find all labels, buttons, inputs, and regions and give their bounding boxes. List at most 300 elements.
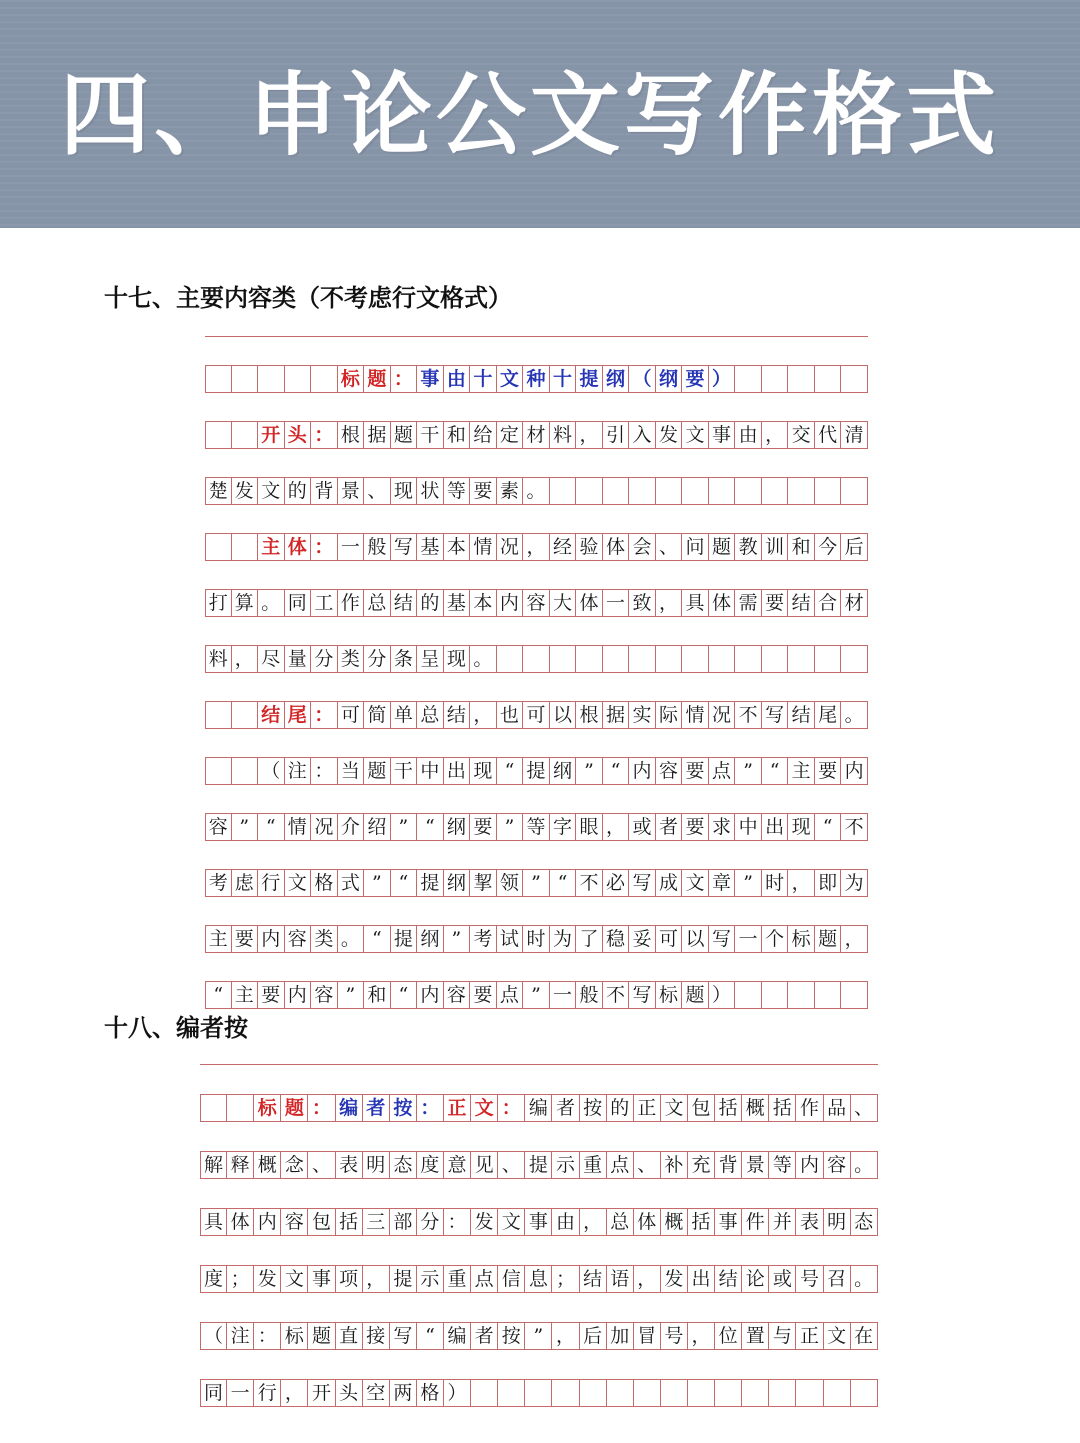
grid-cell: 提	[525, 1152, 552, 1178]
grid-spacer	[205, 504, 868, 533]
grid-cell: 一	[338, 534, 365, 560]
grid-cell: 念	[281, 1152, 308, 1178]
grid-cell: ，	[603, 814, 630, 840]
grid-cell: 分	[364, 646, 391, 672]
grid-cell	[735, 366, 762, 392]
grid-cell: “	[497, 758, 524, 784]
grid-cell: 般	[364, 534, 391, 560]
grid-cell: 标	[281, 1323, 308, 1349]
grid-cell: 总	[607, 1209, 634, 1235]
grid-cell: 景	[742, 1152, 769, 1178]
grid-cell: ”	[232, 814, 259, 840]
grid-cell	[762, 982, 789, 1008]
grid-cell: 位	[715, 1323, 742, 1349]
grid-cell	[788, 646, 815, 672]
grid-cell: ，	[634, 1266, 661, 1292]
grid-cell: ：	[308, 1095, 335, 1121]
grid-cell	[629, 478, 656, 504]
grid-cell	[682, 646, 709, 672]
grid-cell	[762, 366, 789, 392]
grid-cell: 作	[796, 1095, 823, 1121]
grid-cell: 内	[285, 982, 312, 1008]
grid-bottom-border	[205, 1008, 868, 1009]
grid-cell: 本	[444, 534, 471, 560]
grid-cell	[735, 646, 762, 672]
grid-cell	[200, 1095, 227, 1121]
grid-row	[205, 813, 868, 840]
grid-cell	[285, 366, 312, 392]
grid-cell	[523, 646, 550, 672]
grid-cell: 容	[311, 982, 338, 1008]
grid-spacer	[200, 1121, 878, 1151]
grid-cell: 即	[815, 870, 842, 896]
grid-cell: 定	[497, 422, 524, 448]
grid-cell: 事	[417, 366, 444, 392]
grid-cell: 式	[338, 870, 365, 896]
grid-cell: 度	[417, 1152, 444, 1178]
grid-cell: ：	[311, 758, 338, 784]
grid-cell: 发	[471, 1209, 498, 1235]
grid-cell: （	[258, 758, 285, 784]
grid-cell: 同	[285, 590, 312, 616]
grid-cell: 后	[580, 1323, 607, 1349]
grid-cell: 文	[682, 422, 709, 448]
grid-cell: 件	[742, 1209, 769, 1235]
grid-cell	[550, 646, 577, 672]
grid-cell: 。	[338, 926, 365, 952]
grid-cell: 空	[363, 1380, 390, 1406]
grid-cell: 中	[417, 758, 444, 784]
grid-cell: ，	[363, 1266, 390, 1292]
grid-cell: 类	[311, 926, 338, 952]
grid-cell: 也	[497, 702, 524, 728]
grid-cell: 加	[607, 1323, 634, 1349]
grid-cell: “	[417, 1323, 444, 1349]
grid-cell: 体	[709, 590, 736, 616]
grid-cell: 中	[735, 814, 762, 840]
grid-cell: 成	[656, 870, 683, 896]
grid-cell: 要	[470, 982, 497, 1008]
grid-spacer	[205, 728, 868, 757]
grid-cell: 语	[607, 1266, 634, 1292]
grid-cell: 提	[391, 926, 418, 952]
grid-cell: 和	[444, 422, 471, 448]
grid-cell: 纲	[444, 870, 471, 896]
grid-cell: 态	[390, 1152, 417, 1178]
grid-cell: 、	[364, 478, 391, 504]
grid-cell: 一	[227, 1380, 254, 1406]
grid-cell: 体	[285, 534, 312, 560]
grid-cell: 容	[281, 1209, 308, 1235]
grid-cell: 代	[815, 422, 842, 448]
grid-cell: 工	[311, 590, 338, 616]
grid-cell: 主	[788, 758, 815, 784]
grid-cell: 行	[254, 1380, 281, 1406]
grid-cell: 信	[498, 1266, 525, 1292]
grid-cell: 容	[656, 758, 683, 784]
grid-cell: ；	[227, 1266, 254, 1292]
grid-cell: 经	[550, 534, 577, 560]
grid-cell: 文	[497, 366, 524, 392]
grid-row	[205, 421, 868, 448]
grid-cell: 内	[629, 758, 656, 784]
grid-cell: 的	[607, 1095, 634, 1121]
grid-cell: 要	[682, 366, 709, 392]
grid-cell: 验	[576, 534, 603, 560]
grid-cell	[769, 1380, 796, 1406]
grid-cell	[709, 478, 736, 504]
grid-cell: 提	[523, 758, 550, 784]
grid-cell: 概	[661, 1209, 688, 1235]
grid-cell: 明	[824, 1209, 851, 1235]
grid-cell: 要	[682, 814, 709, 840]
grid-cell: 度	[200, 1266, 227, 1292]
grid-cell: 与	[769, 1323, 796, 1349]
grid-cell: 当	[338, 758, 365, 784]
grid-cell	[688, 1380, 715, 1406]
grid-cell	[762, 646, 789, 672]
grid-cell	[796, 1380, 823, 1406]
grid-cell: 点	[471, 1266, 498, 1292]
grid-cell: 标	[254, 1095, 281, 1121]
grid-spacer	[200, 1349, 878, 1379]
grid-row	[205, 981, 868, 1008]
grid-cell: 的	[417, 590, 444, 616]
grid-cell: 部	[390, 1209, 417, 1235]
grid-spacer	[205, 336, 868, 365]
grid-cell: 总	[364, 590, 391, 616]
grid-cell: 写	[762, 702, 789, 728]
grid-cell	[258, 366, 285, 392]
grid-cell: 根	[576, 702, 603, 728]
grid-cell	[762, 478, 789, 504]
grid-cell: 编	[336, 1095, 363, 1121]
grid-cell: 、	[634, 1152, 661, 1178]
grid-cell: 现	[788, 814, 815, 840]
grid-cell: 文	[661, 1095, 688, 1121]
grid-cell: 开	[308, 1380, 335, 1406]
grid-cell: ，	[656, 590, 683, 616]
grid-cell: 内	[254, 1209, 281, 1235]
grid-cell: 由	[735, 422, 762, 448]
grid-spacer	[205, 840, 868, 869]
grid-cell: ，	[523, 534, 550, 560]
grid-cell: 事	[709, 422, 736, 448]
grid-cell: 写	[391, 534, 418, 560]
grid-cell: “	[603, 758, 630, 784]
grid-cell: 以	[682, 926, 709, 952]
grid-cell: 按	[498, 1323, 525, 1349]
grid-cell: “	[550, 870, 577, 896]
grid-cell: ，	[232, 646, 259, 672]
grid-cell	[205, 366, 232, 392]
grid-cell: 内	[841, 758, 868, 784]
grid-cell: “	[762, 758, 789, 784]
grid-cell: 题	[815, 926, 842, 952]
grid-cell: 释	[227, 1152, 254, 1178]
grid-cell: 现	[444, 646, 471, 672]
grid-cell	[656, 646, 683, 672]
grid-cell: 材	[841, 590, 868, 616]
grid-cell: “	[815, 814, 842, 840]
grid-cell: 事	[715, 1209, 742, 1235]
grid-cell	[742, 1380, 769, 1406]
grid-cell: 发	[232, 478, 259, 504]
grid-cell: 的	[285, 478, 312, 504]
grid-cell: 开	[258, 422, 285, 448]
grid-cell: 纲	[603, 366, 630, 392]
grid-cell: 作	[338, 590, 365, 616]
grid-cell: “	[391, 982, 418, 1008]
grid-cell	[841, 982, 868, 1008]
grid-cell: 种	[523, 366, 550, 392]
grid-cell: 示	[552, 1152, 579, 1178]
grid-cell: 内	[417, 982, 444, 1008]
grid-cell: 清	[841, 422, 868, 448]
grid-cell: 量	[285, 646, 312, 672]
grid-cell: 入	[629, 422, 656, 448]
grid-cell: 体	[576, 590, 603, 616]
grid-cell: 基	[417, 534, 444, 560]
grid-cell: 十	[550, 366, 577, 392]
grid-cell	[788, 366, 815, 392]
grid-cell: 主	[205, 926, 232, 952]
grid-cell: 编	[525, 1095, 552, 1121]
grid-cell: 章	[709, 870, 736, 896]
grid-cell: 尾	[815, 702, 842, 728]
grid-cell: 根	[338, 422, 365, 448]
grid-cell: 出	[762, 814, 789, 840]
grid-cell	[682, 478, 709, 504]
grid-cell: 文	[258, 478, 285, 504]
grid-row	[205, 701, 868, 728]
grid-cell: 注	[227, 1323, 254, 1349]
grid-cell	[525, 1380, 552, 1406]
grid-cell: 绍	[364, 814, 391, 840]
grid-cell: 出	[444, 758, 471, 784]
grid-cell: “	[205, 982, 232, 1008]
grid-cell: 呈	[417, 646, 444, 672]
grid-cell: 要	[258, 982, 285, 1008]
grid-cell: ，	[688, 1323, 715, 1349]
grid-cell: 出	[688, 1266, 715, 1292]
grid-cell: 正	[634, 1095, 661, 1121]
grid-cell: 同	[200, 1380, 227, 1406]
grid-cell: 者	[471, 1323, 498, 1349]
grid-cell: ”	[444, 926, 471, 952]
grid-cell: ；	[552, 1266, 579, 1292]
grid-cell: 体	[634, 1209, 661, 1235]
grid-row	[205, 757, 868, 784]
grid-cell: 体	[603, 534, 630, 560]
grid-cell: 写	[709, 926, 736, 952]
grid-cell: 眼	[576, 814, 603, 840]
grid-cell	[603, 478, 630, 504]
grid-cell: 字	[550, 814, 577, 840]
grid-cell: 分	[417, 1209, 444, 1235]
grid-cell: 料	[550, 422, 577, 448]
grid-cell: 写	[629, 982, 656, 1008]
grid-cell: 重	[444, 1266, 471, 1292]
grid-cell: ，	[788, 870, 815, 896]
grid-spacer	[200, 1178, 878, 1208]
grid-spacer	[200, 1235, 878, 1265]
grid-cell: 由	[444, 366, 471, 392]
grid-cell: 见	[471, 1152, 498, 1178]
grid-cell: 一	[603, 590, 630, 616]
grid-cell: 纲	[550, 758, 577, 784]
grid-cell: 需	[735, 590, 762, 616]
grid-row	[205, 925, 868, 952]
grid-cell: 本	[470, 590, 497, 616]
grid-cell: 题	[364, 366, 391, 392]
grid-cell: 算	[232, 590, 259, 616]
grid-cell: 文	[471, 1095, 498, 1121]
grid-cell: 包	[688, 1095, 715, 1121]
grid-cell: ”	[735, 758, 762, 784]
grid-cell: ，	[576, 422, 603, 448]
grid-cell: “	[391, 870, 418, 896]
grid-cell: 。	[851, 1152, 878, 1178]
grid-cell: 结	[715, 1266, 742, 1292]
grid-cell: 等	[523, 814, 550, 840]
grid-cell	[607, 1380, 634, 1406]
grid-cell: 格	[311, 870, 338, 896]
grid-cell: 结	[580, 1266, 607, 1292]
grid-cell: 论	[742, 1266, 769, 1292]
grid-cell: 容	[285, 926, 312, 952]
grid-cell: 括	[769, 1095, 796, 1121]
grid-cell: 结	[391, 590, 418, 616]
grid-cell: 头	[336, 1380, 363, 1406]
grid-cell: 挈	[470, 870, 497, 896]
grid-cell: 和	[364, 982, 391, 1008]
grid-cell: 者	[552, 1095, 579, 1121]
grid-cell	[709, 646, 736, 672]
grid-cell: 注	[285, 758, 312, 784]
grid-row	[200, 1379, 878, 1406]
grid-cell: 景	[338, 478, 365, 504]
grid-cell	[656, 478, 683, 504]
grid-cell	[841, 366, 868, 392]
grid-cell: “	[258, 814, 285, 840]
grid-cell: 主	[258, 534, 285, 560]
grid-cell: 等	[769, 1152, 796, 1178]
grid-cell: 纲	[656, 366, 683, 392]
grid-cell: 召	[824, 1266, 851, 1292]
grid-cell	[735, 478, 762, 504]
grid-cell: 号	[661, 1323, 688, 1349]
grid-cell: 点	[497, 982, 524, 1008]
grid-cell	[232, 758, 259, 784]
grid-spacer	[205, 392, 868, 421]
grid-cell: 不	[735, 702, 762, 728]
grid-cell: 结	[788, 702, 815, 728]
grid-cell	[205, 758, 232, 784]
banner-title: 四、申论公文写作格式	[60, 63, 1000, 168]
grid-cell: 体	[227, 1209, 254, 1235]
grid-cell: 大	[550, 590, 577, 616]
grid-cell: 总	[417, 702, 444, 728]
grid-cell: 主	[232, 982, 259, 1008]
grid-cell: 点	[709, 758, 736, 784]
grid-cell: ）	[709, 366, 736, 392]
grid-cell: 品	[824, 1095, 851, 1121]
grid-cell: 教	[735, 534, 762, 560]
grid-cell: 内	[258, 926, 285, 952]
grid-cell: 题	[281, 1095, 308, 1121]
grid-cell: ，	[281, 1380, 308, 1406]
grid-cell: 结	[444, 702, 471, 728]
section-17-writing-grid	[205, 336, 868, 1006]
grid-cell: 纲	[417, 926, 444, 952]
grid-cell: 文	[285, 870, 312, 896]
grid-cell	[715, 1380, 742, 1406]
grid-cell: 况	[497, 534, 524, 560]
grid-cell: 示	[417, 1266, 444, 1292]
grid-cell: 题	[709, 534, 736, 560]
grid-cell: ：	[254, 1323, 281, 1349]
grid-cell	[815, 366, 842, 392]
grid-cell	[603, 646, 630, 672]
grid-cell	[205, 422, 232, 448]
grid-cell	[205, 702, 232, 728]
grid-cell: ：	[311, 702, 338, 728]
grid-cell: 干	[417, 422, 444, 448]
grid-cell: 稳	[603, 926, 630, 952]
grid-cell: 虑	[232, 870, 259, 896]
grid-cell: 般	[576, 982, 603, 1008]
grid-cell: 冒	[634, 1323, 661, 1349]
grid-cell	[576, 646, 603, 672]
grid-cell: 后	[841, 534, 868, 560]
grid-row	[205, 477, 868, 504]
grid-spacer	[205, 616, 868, 645]
grid-cell: （	[629, 366, 656, 392]
grid-cell: ：	[311, 534, 338, 560]
grid-cell: 为	[841, 870, 868, 896]
grid-cell: 标	[338, 366, 365, 392]
grid-spacer	[200, 1292, 878, 1322]
grid-cell: 容	[824, 1152, 851, 1178]
grid-cell: 三	[363, 1209, 390, 1235]
grid-cell: 标	[656, 982, 683, 1008]
grid-cell: 个	[762, 926, 789, 952]
grid-cell	[788, 478, 815, 504]
grid-cell	[576, 478, 603, 504]
grid-cell: 充	[688, 1152, 715, 1178]
grid-row	[205, 589, 868, 616]
grid-cell: 时	[762, 870, 789, 896]
grid-row	[200, 1208, 878, 1235]
grid-cell: 或	[629, 814, 656, 840]
grid-cell	[815, 646, 842, 672]
grid-cell: ：	[391, 366, 418, 392]
grid-cell: 分	[311, 646, 338, 672]
grid-cell: “	[417, 814, 444, 840]
grid-row	[205, 365, 868, 392]
grid-cell: 妥	[629, 926, 656, 952]
grid-cell: 文	[682, 870, 709, 896]
grid-cell: 况	[311, 814, 338, 840]
grid-cell: 要	[232, 926, 259, 952]
grid-cell: 结	[258, 702, 285, 728]
grid-cell: 必	[603, 870, 630, 896]
section-18-heading: 十八、编者按	[104, 1014, 248, 1042]
grid-cell: 提	[390, 1266, 417, 1292]
grid-cell: ”	[497, 814, 524, 840]
grid-cell: 实	[629, 702, 656, 728]
